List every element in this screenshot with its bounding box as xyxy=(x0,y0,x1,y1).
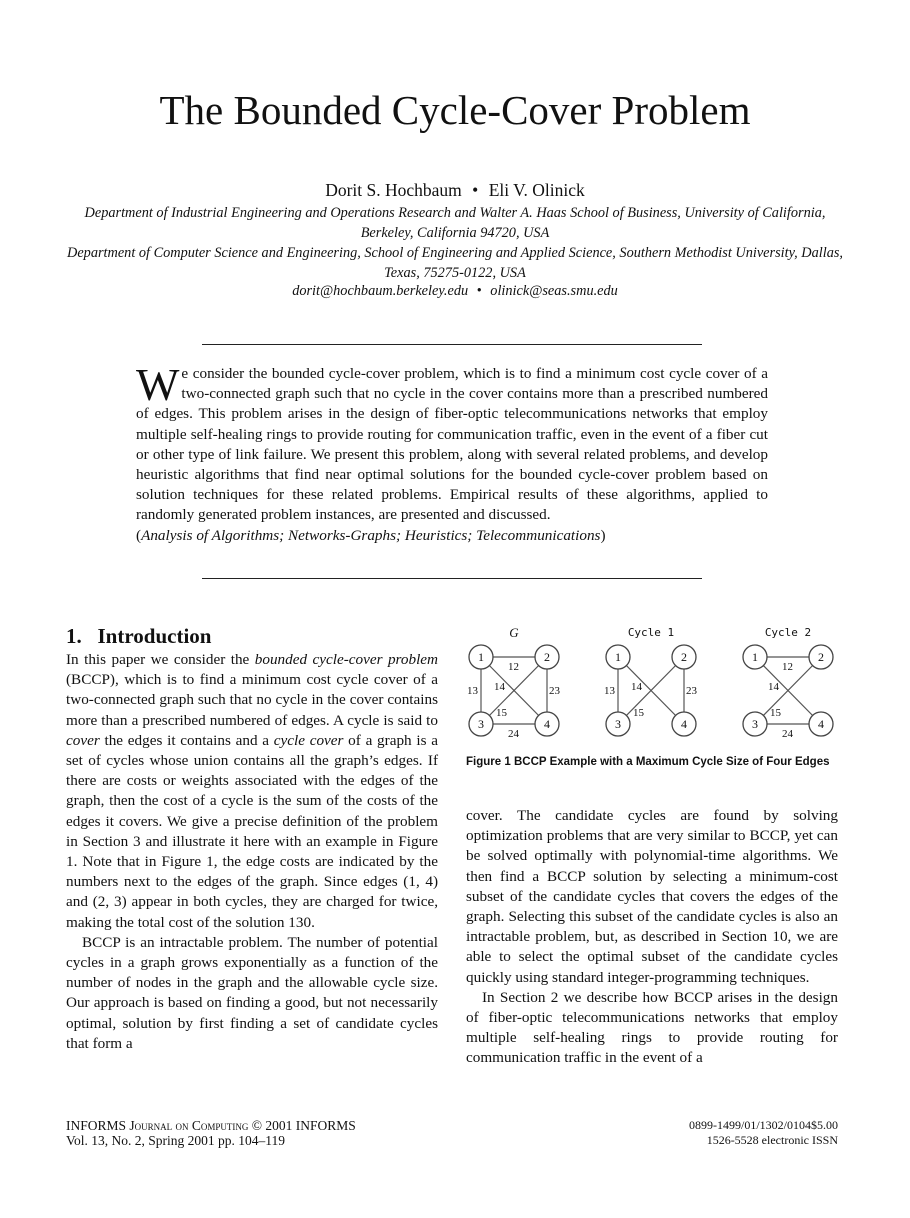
volume-info: Vol. 13, No. 2, Spring 2001 pp. 104–119 xyxy=(66,1133,286,1148)
email-address: dorit@hochbaum.berkeley.edu xyxy=(292,283,469,299)
defined-term: bounded cycle-cover problem xyxy=(254,651,438,668)
edge-cost-label: 15 xyxy=(633,707,644,719)
node-label: 3 xyxy=(615,717,621,731)
issn-print: 0899-1499/01/1302/0104$5.00 xyxy=(689,1118,838,1132)
figure-number: Figure 1 xyxy=(466,756,511,768)
text-run: In this paper we consider the xyxy=(66,651,255,668)
edge-cost-label: 13 xyxy=(467,685,478,697)
right-column xyxy=(466,806,838,1069)
section-number: 1. xyxy=(66,624,82,648)
abstract-top-rule xyxy=(202,344,702,345)
edge-cost-label: 24 xyxy=(508,728,519,740)
edge-cost-label: 23 xyxy=(686,685,697,697)
abstract-text: e consider the bounded cycle-cover problem, which is to find a minimum cost cycle cover of a two-connected graph such that no cycle in the cover contains more than a prescribed numbered of edges. This problem arises in the design of fiber-optic telecommunications networks that employ multiple self-healing rings to provide routing for communication traffic, even in the event of a fiber cut or other type of link failure. We present this problem, along with several related problems, and develop heuristic algorithms that find near optimal solutions for the bounded cycle-cover problem based on solution techniques for these related problems. Empirical results of these algorithms, applied to randomly generated problem instances, are presented and discussed. xyxy=(136,365,768,524)
keywords: (Analysis of Algorithms; Networks-Graphs; Heuristics; Telecommunications) xyxy=(136,526,606,544)
intro-paragraph: BCCP is an intractable problem. The number of potential cycles in a graph grows exponentially as a function of the number of nodes in the graph and the allowable cycle size. Our approach is based on finding a good, but not necessarily optimal, solution by first finding a set of candidate cycles that form a xyxy=(66,933,438,1052)
footer-issn xyxy=(689,1118,838,1148)
edge-cost-label: 14 xyxy=(494,681,505,693)
edge-cost-label: 24 xyxy=(782,728,793,740)
paper-title: The Bounded Cycle-Cover Problem xyxy=(159,87,751,133)
text-run: (BCCP), which is to find a minimum cost cycle cover of a two-connected graph such that no cycle in the cover contains more than a prescribed numbered of edges. A cycle is said to xyxy=(66,671,438,729)
abstract-bottom-rule xyxy=(202,578,702,579)
graph-panel-cycle-1 xyxy=(604,626,698,736)
figure-caption-text: BCCP Example with a Maximum Cycle Size of Four Edges xyxy=(514,756,830,768)
affiliation: Department of Computer Science and Engineering, School of Engineering and Applied Science, Southern Methodist University, Dallas, Texas, 75275-0122, USA xyxy=(67,245,843,281)
node-label: 1 xyxy=(615,650,621,664)
author-name: Eli V. Olinick xyxy=(488,180,585,200)
figure-caption xyxy=(466,756,846,768)
edge-cost-label: 14 xyxy=(768,681,779,693)
text-run: the edges it contains and a xyxy=(99,731,274,749)
email-line xyxy=(0,283,910,300)
node-label: 2 xyxy=(544,650,550,664)
intro-paragraph: cover. The candidate cycles are found by solving optimization problems that are very similar to BCCP, yet can be solved optimally with polynomial-time algorithms. We then find a BCCP solution by selecting a minimum-cost subset of the candidate cycles that covers the edges of the graph. Selecting this subset of the candidate cycles is also an intractable problem, but, as described in Section 10, we are able to select the optimal subset of the candidate cycles quickly using standard integer-programming techniques. xyxy=(466,807,838,986)
edge-cost-label: 15 xyxy=(770,707,781,719)
footer-citation xyxy=(66,1118,356,1148)
author-line xyxy=(0,180,910,201)
defined-term: cycle cover xyxy=(273,731,344,749)
node-label: 1 xyxy=(752,650,758,664)
text-run: of a graph is a set of cycles whose union contains all the graph’s edges. If there are costs or weights associated with the edges of the graph, then the cost of a cycle is the sum of the costs of the edges it covers. We give a precise definition of the problem in Section 3 and illustrate it here with an example in Figure 1. Note that in Figure 1, the edge costs are indicated by the numbers next to the edges of the graph. Since edges (1, 4) and (2, 3) appear in both cycles, they are charged for twice, making the total cost of the solution 130. xyxy=(66,731,438,931)
node-label: 4 xyxy=(681,717,687,731)
node-label: 1 xyxy=(478,650,484,664)
node-label: 4 xyxy=(544,717,550,731)
copyright: © 2001 INFORMS xyxy=(251,1118,356,1133)
author-separator: • xyxy=(472,180,479,200)
email-separator: • xyxy=(476,283,482,299)
defined-term: cover xyxy=(66,731,100,749)
panel-label: Cycle 1 xyxy=(627,626,675,639)
node-label: 3 xyxy=(478,717,484,731)
intro-paragraph xyxy=(66,650,438,933)
node-label: 4 xyxy=(818,717,824,731)
graph-panel-cycle-2 xyxy=(743,626,833,740)
node-label: 2 xyxy=(681,650,687,664)
edge-cost-label: 15 xyxy=(496,707,507,719)
panel-label: G xyxy=(509,625,519,640)
edge-cost-label: 12 xyxy=(782,661,793,673)
journal-name: INFORMS Journal on Computing xyxy=(66,1118,249,1133)
issn-electronic: 1526-5528 electronic ISSN xyxy=(706,1133,838,1147)
keywords-text: Analysis of Algorithms; Networks-Graphs; Heuristics; Telecommunications xyxy=(141,526,601,544)
intro-paragraph: In Section 2 we describe how BCCP arises in the design of fiber-optic telecommunications networks that employ multiple self-healing rings to provide routing for communication traffic in the event of a xyxy=(466,988,838,1067)
figure-1-graphs xyxy=(460,622,844,752)
edge-cost-label: 13 xyxy=(604,685,615,697)
graph-panel-g xyxy=(467,625,561,740)
email-address: olinick@seas.smu.edu xyxy=(490,283,618,299)
panel-label: Cycle 2 xyxy=(764,626,812,639)
section-title: Introduction xyxy=(97,624,212,648)
affiliation: Department of Industrial Engineering and Operations Research and Walter A. Haas School of Business, University of California, Berkeley, California 94720, USA xyxy=(84,205,826,241)
node-label: 3 xyxy=(752,717,758,731)
edge-cost-label: 12 xyxy=(508,661,519,673)
section-heading xyxy=(66,624,211,649)
node-label: 2 xyxy=(818,650,824,664)
left-column xyxy=(66,650,438,1054)
edge-cost-label: 14 xyxy=(631,681,642,693)
abstract xyxy=(136,359,768,546)
abstract-dropcap: W xyxy=(136,359,180,410)
edge-cost-label: 23 xyxy=(549,685,560,697)
author-name: Dorit S. Hochbaum xyxy=(325,180,462,200)
